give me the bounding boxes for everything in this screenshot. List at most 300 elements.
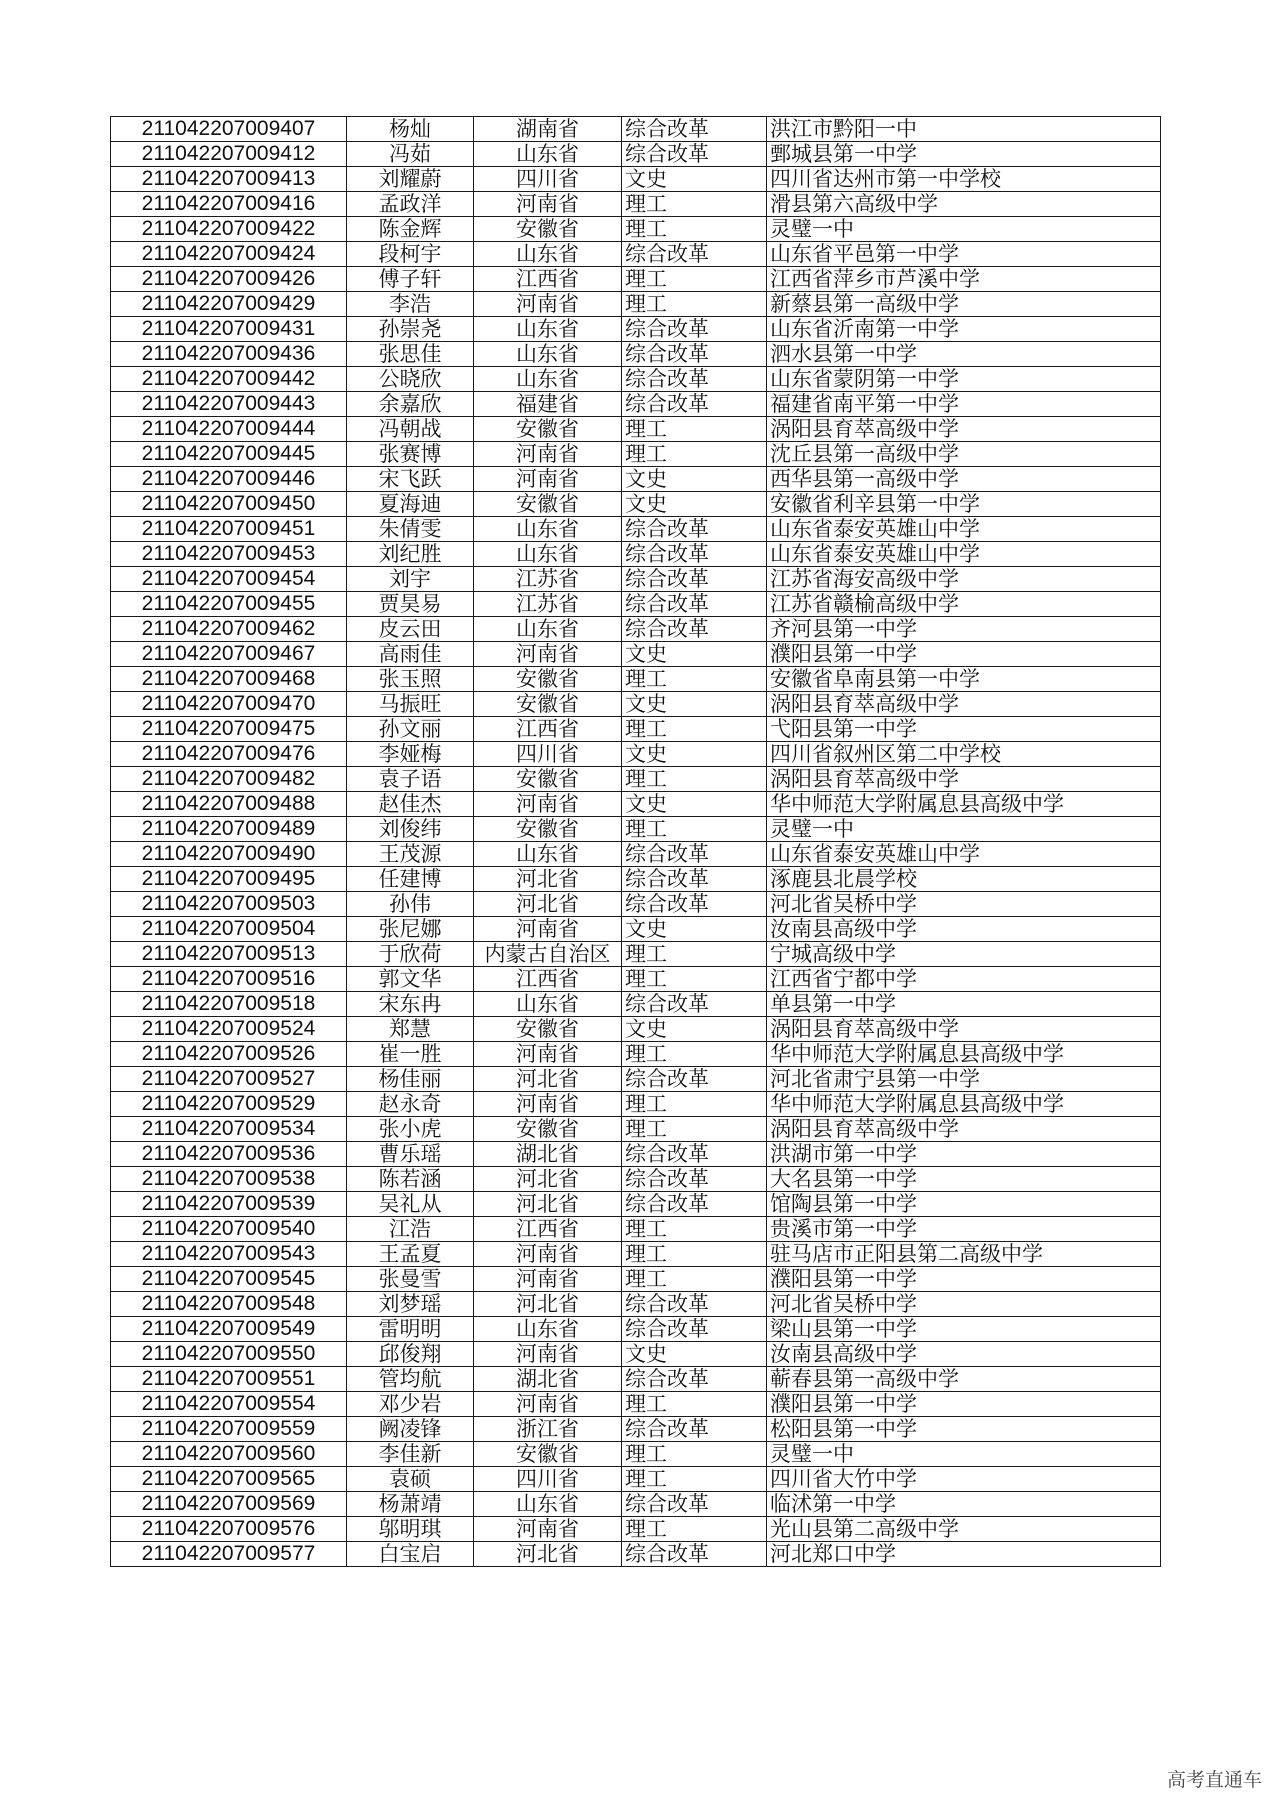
table-row: [111, 1317, 1161, 1342]
subject-type-cell: 综合改革: [622, 317, 767, 342]
table-row: [111, 167, 1161, 192]
table-row: [111, 317, 1161, 342]
subject-type-cell: 综合改革: [622, 242, 767, 267]
exam-id-cell: 211042207009462: [111, 617, 347, 642]
student-name-cell: 白宝启: [347, 1542, 474, 1567]
subject-type-cell: 文史: [622, 917, 767, 942]
school-cell: 华中师范大学附属息县高级中学: [767, 1042, 1161, 1067]
subject-type-cell: 综合改革: [622, 517, 767, 542]
province-cell: 山东省: [474, 1317, 622, 1342]
table-row: [111, 767, 1161, 792]
exam-id-cell: 211042207009455: [111, 592, 347, 617]
school-cell: 濮阳县第一中学: [767, 1392, 1161, 1417]
subject-type-cell: 理工: [622, 1117, 767, 1142]
table-row: [111, 492, 1161, 517]
exam-id-cell: 211042207009413: [111, 167, 347, 192]
table-row: [111, 567, 1161, 592]
subject-type-cell: 综合改革: [622, 842, 767, 867]
student-name-cell: 孙伟: [347, 892, 474, 917]
province-cell: 安徽省: [474, 217, 622, 242]
table-row: [111, 1192, 1161, 1217]
table-row: [111, 367, 1161, 392]
subject-type-cell: 文史: [622, 642, 767, 667]
province-cell: 山东省: [474, 842, 622, 867]
table-row: [111, 1092, 1161, 1117]
exam-id-cell: 211042207009527: [111, 1067, 347, 1092]
student-name-cell: 袁硕: [347, 1467, 474, 1492]
exam-id-cell: 211042207009504: [111, 917, 347, 942]
subject-type-cell: 综合改革: [622, 1542, 767, 1567]
subject-type-cell: 综合改革: [622, 1417, 767, 1442]
province-cell: 河南省: [474, 442, 622, 467]
table-row: [111, 1417, 1161, 1442]
table-row: [111, 942, 1161, 967]
exam-id-cell: 211042207009559: [111, 1417, 347, 1442]
subject-type-cell: 综合改革: [622, 1292, 767, 1317]
table-row: [111, 1267, 1161, 1292]
subject-type-cell: 综合改革: [622, 142, 767, 167]
table-row: [111, 1542, 1161, 1567]
school-cell: 安徽省利辛县第一中学: [767, 492, 1161, 517]
subject-type-cell: 综合改革: [622, 117, 767, 142]
province-cell: 江西省: [474, 967, 622, 992]
table-row: [111, 1067, 1161, 1092]
subject-type-cell: 理工: [622, 1242, 767, 1267]
student-name-cell: 江浩: [347, 1217, 474, 1242]
table-row: [111, 1367, 1161, 1392]
student-name-cell: 陈若涵: [347, 1167, 474, 1192]
school-cell: 涡阳县育萃高级中学: [767, 1117, 1161, 1142]
school-cell: 灵璧一中: [767, 1442, 1161, 1467]
province-cell: 河南省: [474, 192, 622, 217]
student-name-cell: 郭文华: [347, 967, 474, 992]
province-cell: 山东省: [474, 992, 622, 1017]
exam-id-cell: 211042207009526: [111, 1042, 347, 1067]
school-cell: 山东省蒙阴第一中学: [767, 367, 1161, 392]
subject-type-cell: 综合改革: [622, 567, 767, 592]
subject-type-cell: 综合改革: [622, 1192, 767, 1217]
table-row: [111, 867, 1161, 892]
school-cell: 宁城高级中学: [767, 942, 1161, 967]
table-row: [111, 192, 1161, 217]
student-name-cell: 崔一胜: [347, 1042, 474, 1067]
school-cell: 河北省吴桥中学: [767, 1292, 1161, 1317]
school-cell: 福建省南平第一中学: [767, 392, 1161, 417]
exam-id-cell: 211042207009536: [111, 1142, 347, 1167]
school-cell: 山东省泰安英雄山中学: [767, 842, 1161, 867]
table-row: [111, 842, 1161, 867]
table-row: [111, 242, 1161, 267]
exam-id-cell: 211042207009407: [111, 117, 347, 142]
province-cell: 安徽省: [474, 667, 622, 692]
student-name-cell: 吴礼从: [347, 1192, 474, 1217]
province-cell: 河南省: [474, 917, 622, 942]
province-cell: 河南省: [474, 792, 622, 817]
exam-id-cell: 211042207009416: [111, 192, 347, 217]
student-name-cell: 于欣荷: [347, 942, 474, 967]
student-name-cell: 朱倩雯: [347, 517, 474, 542]
student-name-cell: 马振旺: [347, 692, 474, 717]
province-cell: 河北省: [474, 1067, 622, 1092]
province-cell: 安徽省: [474, 817, 622, 842]
student-name-cell: 孙崇尧: [347, 317, 474, 342]
table-row: [111, 442, 1161, 467]
school-cell: 新蔡县第一高级中学: [767, 292, 1161, 317]
province-cell: 浙江省: [474, 1417, 622, 1442]
table-row: [111, 742, 1161, 767]
table-row: [111, 1217, 1161, 1242]
table-row: [111, 792, 1161, 817]
subject-type-cell: 综合改革: [622, 1067, 767, 1092]
province-cell: 山东省: [474, 342, 622, 367]
subject-type-cell: 文史: [622, 492, 767, 517]
subject-type-cell: 理工: [622, 1442, 767, 1467]
exam-id-cell: 211042207009422: [111, 217, 347, 242]
subject-type-cell: 综合改革: [622, 1317, 767, 1342]
school-cell: 弋阳县第一中学: [767, 717, 1161, 742]
table-row: [111, 117, 1161, 142]
province-cell: 湖南省: [474, 117, 622, 142]
subject-type-cell: 综合改革: [622, 892, 767, 917]
student-name-cell: 宋东冉: [347, 992, 474, 1017]
school-cell: 山东省泰安英雄山中学: [767, 542, 1161, 567]
student-name-cell: 张曼雪: [347, 1267, 474, 1292]
subject-type-cell: 综合改革: [622, 342, 767, 367]
school-cell: 齐河县第一中学: [767, 617, 1161, 642]
school-cell: 江苏省赣榆高级中学: [767, 592, 1161, 617]
subject-type-cell: 理工: [622, 267, 767, 292]
student-name-cell: 刘耀蔚: [347, 167, 474, 192]
school-cell: 鄄城县第一中学: [767, 142, 1161, 167]
school-cell: 单县第一中学: [767, 992, 1161, 1017]
exam-id-cell: 211042207009516: [111, 967, 347, 992]
table-row: [111, 342, 1161, 367]
student-name-cell: 曹乐瑶: [347, 1142, 474, 1167]
province-cell: 山东省: [474, 242, 622, 267]
exam-id-cell: 211042207009539: [111, 1192, 347, 1217]
province-cell: 山东省: [474, 542, 622, 567]
student-name-cell: 杨佳丽: [347, 1067, 474, 1092]
exam-id-cell: 211042207009560: [111, 1442, 347, 1467]
subject-type-cell: 理工: [622, 942, 767, 967]
province-cell: 山东省: [474, 142, 622, 167]
table-row: [111, 717, 1161, 742]
subject-type-cell: 理工: [622, 1092, 767, 1117]
table-row: [111, 267, 1161, 292]
subject-type-cell: 理工: [622, 1467, 767, 1492]
province-cell: 安徽省: [474, 692, 622, 717]
table-row: [111, 1442, 1161, 1467]
subject-type-cell: 理工: [622, 717, 767, 742]
student-name-cell: 皮云田: [347, 617, 474, 642]
subject-type-cell: 综合改革: [622, 542, 767, 567]
province-cell: 河南省: [474, 642, 622, 667]
school-cell: 临沭第一中学: [767, 1492, 1161, 1517]
school-cell: 江苏省海安高级中学: [767, 567, 1161, 592]
exam-id-cell: 211042207009412: [111, 142, 347, 167]
province-cell: 湖北省: [474, 1367, 622, 1392]
exam-id-cell: 211042207009490: [111, 842, 347, 867]
student-name-cell: 郑慧: [347, 1017, 474, 1042]
exam-id-cell: 211042207009518: [111, 992, 347, 1017]
subject-type-cell: 综合改革: [622, 367, 767, 392]
subject-type-cell: 理工: [622, 1392, 767, 1417]
student-name-cell: 傅子轩: [347, 267, 474, 292]
exam-id-cell: 211042207009470: [111, 692, 347, 717]
student-name-cell: 赵佳杰: [347, 792, 474, 817]
table-row: [111, 1292, 1161, 1317]
exam-id-cell: 211042207009468: [111, 667, 347, 692]
table-body: [111, 117, 1161, 1567]
student-name-cell: 雷明明: [347, 1317, 474, 1342]
school-cell: 四川省达州市第一中学校: [767, 167, 1161, 192]
student-name-cell: 公晓欣: [347, 367, 474, 392]
table-row: [111, 142, 1161, 167]
exam-id-cell: 211042207009529: [111, 1092, 347, 1117]
school-cell: 四川省叙州区第二中学校: [767, 742, 1161, 767]
student-name-cell: 刘俊纬: [347, 817, 474, 842]
student-name-cell: 孙文丽: [347, 717, 474, 742]
school-cell: 西华县第一高级中学: [767, 467, 1161, 492]
province-cell: 河南省: [474, 292, 622, 317]
subject-type-cell: 文史: [622, 1342, 767, 1367]
exam-id-cell: 211042207009550: [111, 1342, 347, 1367]
table-row: [111, 517, 1161, 542]
school-cell: 河北郑口中学: [767, 1542, 1161, 1567]
exam-id-cell: 211042207009495: [111, 867, 347, 892]
subject-type-cell: 理工: [622, 667, 767, 692]
subject-type-cell: 综合改革: [622, 1367, 767, 1392]
subject-type-cell: 理工: [622, 967, 767, 992]
school-cell: 光山县第二高级中学: [767, 1517, 1161, 1542]
table-row: [111, 467, 1161, 492]
exam-id-cell: 211042207009482: [111, 767, 347, 792]
student-name-cell: 陈金辉: [347, 217, 474, 242]
student-name-cell: 任建博: [347, 867, 474, 892]
school-cell: 华中师范大学附属息县高级中学: [767, 1092, 1161, 1117]
province-cell: 江苏省: [474, 567, 622, 592]
exam-id-cell: 211042207009576: [111, 1517, 347, 1542]
exam-id-cell: 211042207009569: [111, 1492, 347, 1517]
province-cell: 湖北省: [474, 1142, 622, 1167]
school-cell: 蕲春县第一高级中学: [767, 1367, 1161, 1392]
table-row: [111, 892, 1161, 917]
exam-id-cell: 211042207009545: [111, 1267, 347, 1292]
school-cell: 涿鹿县北晨学校: [767, 867, 1161, 892]
table-row: [111, 1392, 1161, 1417]
school-cell: 滑县第六高级中学: [767, 192, 1161, 217]
exam-id-cell: 211042207009426: [111, 267, 347, 292]
province-cell: 河南省: [474, 467, 622, 492]
province-cell: 山东省: [474, 367, 622, 392]
table-row: [111, 1117, 1161, 1142]
province-cell: 四川省: [474, 742, 622, 767]
student-name-cell: 李浩: [347, 292, 474, 317]
subject-type-cell: 理工: [622, 1042, 767, 1067]
table-row: [111, 417, 1161, 442]
exam-id-cell: 211042207009534: [111, 1117, 347, 1142]
student-name-cell: 张尼娜: [347, 917, 474, 942]
school-cell: 华中师范大学附属息县高级中学: [767, 792, 1161, 817]
subject-type-cell: 文史: [622, 467, 767, 492]
school-cell: 汝南县高级中学: [767, 1342, 1161, 1367]
subject-type-cell: 理工: [622, 1517, 767, 1542]
province-cell: 内蒙古自治区: [474, 942, 622, 967]
exam-id-cell: 211042207009443: [111, 392, 347, 417]
table-row: [111, 1342, 1161, 1367]
exam-id-cell: 211042207009565: [111, 1467, 347, 1492]
student-name-cell: 段柯宇: [347, 242, 474, 267]
watermark: 高考直通车: [1166, 1769, 1262, 1791]
student-name-cell: 杨萧靖: [347, 1492, 474, 1517]
exam-id-cell: 211042207009551: [111, 1367, 347, 1392]
student-name-cell: 李佳新: [347, 1442, 474, 1467]
subject-type-cell: 理工: [622, 1267, 767, 1292]
student-name-cell: 杨灿: [347, 117, 474, 142]
student-name-cell: 刘梦瑶: [347, 1292, 474, 1317]
province-cell: 四川省: [474, 1467, 622, 1492]
subject-type-cell: 综合改革: [622, 992, 767, 1017]
school-cell: 涡阳县育萃高级中学: [767, 767, 1161, 792]
subject-type-cell: 理工: [622, 192, 767, 217]
subject-type-cell: 理工: [622, 417, 767, 442]
exam-id-cell: 211042207009488: [111, 792, 347, 817]
table-row: [111, 592, 1161, 617]
school-cell: 山东省平邑第一中学: [767, 242, 1161, 267]
province-cell: 山东省: [474, 317, 622, 342]
school-cell: 贵溪市第一中学: [767, 1217, 1161, 1242]
table-row: [111, 992, 1161, 1017]
table-row: [111, 1142, 1161, 1167]
student-name-cell: 王孟夏: [347, 1242, 474, 1267]
province-cell: 河北省: [474, 867, 622, 892]
table-row: [111, 642, 1161, 667]
table-row: [111, 1167, 1161, 1192]
province-cell: 福建省: [474, 392, 622, 417]
table-row: [111, 1042, 1161, 1067]
subject-type-cell: 理工: [622, 767, 767, 792]
table-row: [111, 217, 1161, 242]
exam-id-cell: 211042207009451: [111, 517, 347, 542]
exam-id-cell: 211042207009554: [111, 1392, 347, 1417]
school-cell: 涡阳县育萃高级中学: [767, 417, 1161, 442]
student-name-cell: 高雨佳: [347, 642, 474, 667]
school-cell: 江西省萍乡市芦溪中学: [767, 267, 1161, 292]
table-row: [111, 542, 1161, 567]
table-row: [111, 967, 1161, 992]
subject-type-cell: 文史: [622, 1017, 767, 1042]
student-name-cell: 余嘉欣: [347, 392, 474, 417]
exam-id-cell: 211042207009453: [111, 542, 347, 567]
province-cell: 安徽省: [474, 1117, 622, 1142]
province-cell: 河北省: [474, 1192, 622, 1217]
exam-id-cell: 211042207009442: [111, 367, 347, 392]
subject-type-cell: 文史: [622, 692, 767, 717]
subject-type-cell: 理工: [622, 817, 767, 842]
student-name-cell: 张思佳: [347, 342, 474, 367]
province-cell: 安徽省: [474, 1017, 622, 1042]
subject-type-cell: 理工: [622, 442, 767, 467]
school-cell: 濮阳县第一中学: [767, 1267, 1161, 1292]
subject-type-cell: 文史: [622, 167, 767, 192]
school-cell: 沈丘县第一高级中学: [767, 442, 1161, 467]
province-cell: 江西省: [474, 1217, 622, 1242]
school-cell: 灵璧一中: [767, 817, 1161, 842]
exam-id-cell: 211042207009450: [111, 492, 347, 517]
student-name-cell: 张玉照: [347, 667, 474, 692]
school-cell: 大名县第一中学: [767, 1167, 1161, 1192]
exam-id-cell: 211042207009446: [111, 467, 347, 492]
exam-id-cell: 211042207009549: [111, 1317, 347, 1342]
school-cell: 河北省吴桥中学: [767, 892, 1161, 917]
student-name-cell: 宋飞跃: [347, 467, 474, 492]
province-cell: 河南省: [474, 1392, 622, 1417]
province-cell: 山东省: [474, 517, 622, 542]
table-row: [111, 1467, 1161, 1492]
student-name-cell: 李娅梅: [347, 742, 474, 767]
school-cell: 驻马店市正阳县第二高级中学: [767, 1242, 1161, 1267]
subject-type-cell: 综合改革: [622, 592, 767, 617]
province-cell: 河南省: [474, 1517, 622, 1542]
subject-type-cell: 文史: [622, 792, 767, 817]
subject-type-cell: 综合改革: [622, 1492, 767, 1517]
school-cell: 河北省肃宁县第一中学: [767, 1067, 1161, 1092]
table-row: [111, 692, 1161, 717]
table-row: [111, 817, 1161, 842]
province-cell: 江西省: [474, 717, 622, 742]
school-cell: 洪江市黔阳一中: [767, 117, 1161, 142]
exam-id-cell: 211042207009548: [111, 1292, 347, 1317]
student-name-cell: 阙凌锋: [347, 1417, 474, 1442]
school-cell: 涡阳县育萃高级中学: [767, 692, 1161, 717]
province-cell: 安徽省: [474, 417, 622, 442]
exam-id-cell: 211042207009524: [111, 1017, 347, 1042]
student-name-cell: 赵永奇: [347, 1092, 474, 1117]
exam-id-cell: 211042207009429: [111, 292, 347, 317]
table-row: [111, 292, 1161, 317]
student-name-cell: 贾昊易: [347, 592, 474, 617]
table-row: [111, 1017, 1161, 1042]
subject-type-cell: 理工: [622, 292, 767, 317]
school-cell: 松阳县第一中学: [767, 1417, 1161, 1442]
school-cell: 馆陶县第一中学: [767, 1192, 1161, 1217]
school-cell: 山东省沂南第一中学: [767, 317, 1161, 342]
table-row: [111, 1242, 1161, 1267]
exam-id-cell: 211042207009445: [111, 442, 347, 467]
student-name-cell: 袁子语: [347, 767, 474, 792]
student-name-cell: 刘宇: [347, 567, 474, 592]
student-name-cell: 冯茹: [347, 142, 474, 167]
student-list-table-container: [110, 116, 1160, 1567]
student-name-cell: 邓少岩: [347, 1392, 474, 1417]
table-row: [111, 917, 1161, 942]
table-row: [111, 1492, 1161, 1517]
subject-type-cell: 文史: [622, 742, 767, 767]
exam-id-cell: 211042207009543: [111, 1242, 347, 1267]
province-cell: 四川省: [474, 167, 622, 192]
school-cell: 泗水县第一中学: [767, 342, 1161, 367]
province-cell: 河北省: [474, 1167, 622, 1192]
student-name-cell: 王茂源: [347, 842, 474, 867]
student-name-cell: 夏海迪: [347, 492, 474, 517]
school-cell: 梁山县第一中学: [767, 1317, 1161, 1342]
subject-type-cell: 综合改革: [622, 1142, 767, 1167]
school-cell: 灵璧一中: [767, 217, 1161, 242]
exam-id-cell: 211042207009513: [111, 942, 347, 967]
exam-id-cell: 211042207009489: [111, 817, 347, 842]
school-cell: 汝南县高级中学: [767, 917, 1161, 942]
student-name-cell: 管均航: [347, 1367, 474, 1392]
